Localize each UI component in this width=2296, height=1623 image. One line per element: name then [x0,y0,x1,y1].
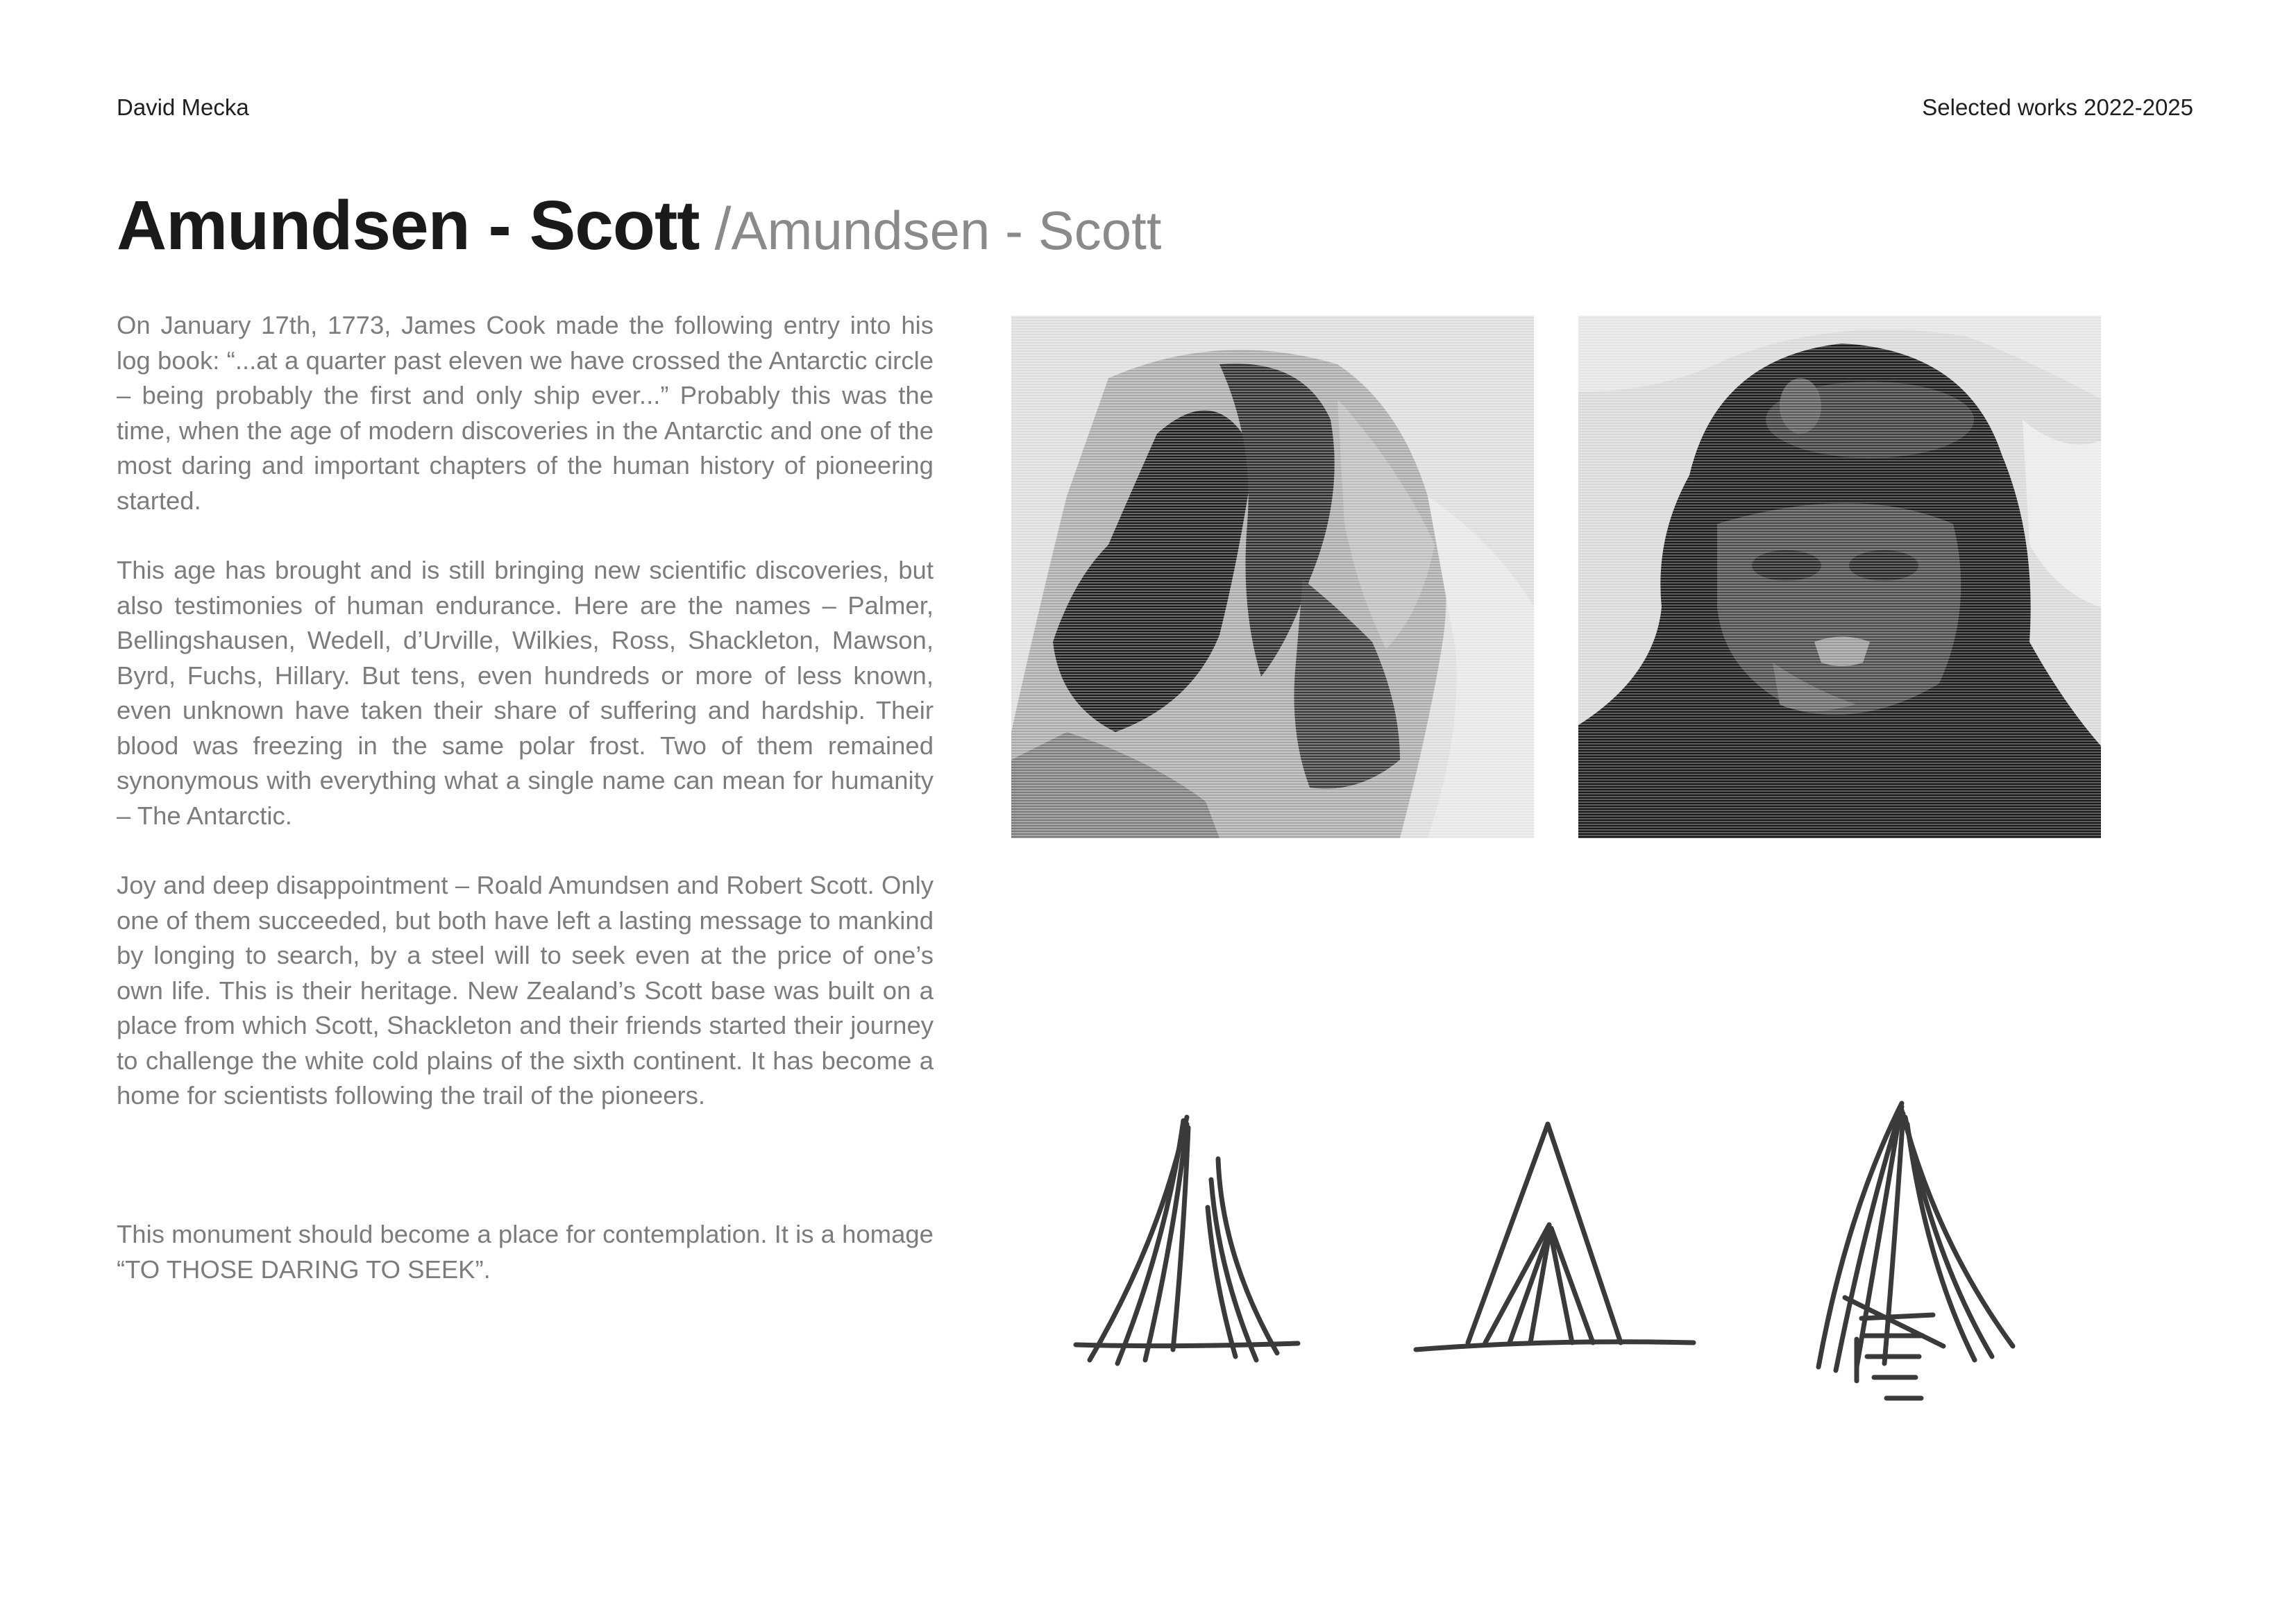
title-subtitle: Amundsen - Scott [731,200,1162,261]
body-paragraph-2: This age has brought and is still bringing new scientific discoveries, but also testimonies of human endurance. Here are the names – Palmer, Bellingshausen, Wedell, d’Urville, Wilkies, Ross, Shackleton, Mawson, Byrd, Fuchs, Hillary. But tens, even hundreds or more of less known, even unknown have taken their share of suffering and hardship. Their blood was freezing in the same polar frost. Two of them remained synonymous with everything what a single name can mean for humanity – The Antarctic. [117,556,934,830]
title-main: Amundsen - Scott [117,187,700,264]
series-label: Selected works 2022-2025 [1922,94,2193,120]
tent-sketch-1 [1069,1103,1319,1381]
body-paragraph-1: On January 17th, 1773, James Cook made the following entry into his log book: “...at a quarter past eleven we have crossed the Antarctic circle – being probably the first and only ship ever...” Probably this was the time, when the age of modern discoveries in the Antarctic and one of the most daring and important chapters of the human history of pioneering started. [117,311,934,515]
portrait-photo-left [1011,316,1534,838]
title-slash: / [714,196,732,262]
author-name: David Mecka [117,94,249,120]
body-paragraph-3: Joy and deep disappointment – Roald Amundsen and Robert Scott. Only one of them succeeded, but both have left a lasting message to mankind by longing to search, by a steel will to seek even at the price of one’s own life. This is their heritage. New Zealand’s Scott base was built on a place from which Scott, Shackleton and their friends started their journey to challenge the white cold plains of the sixth continent. It has become a home for scientists following the trail of the pioneers. [117,871,934,1110]
page-title [117,186,1161,266]
tent-sketch-3 [1805,1089,2034,1416]
tent-sketch-2 [1409,1110,1700,1374]
portrait-photo-right [1578,316,2101,838]
body-paragraph-4: This monument should become a place for contemplation. It is a homage “TO THOSE DARING TO SEEK”. [117,1220,934,1284]
